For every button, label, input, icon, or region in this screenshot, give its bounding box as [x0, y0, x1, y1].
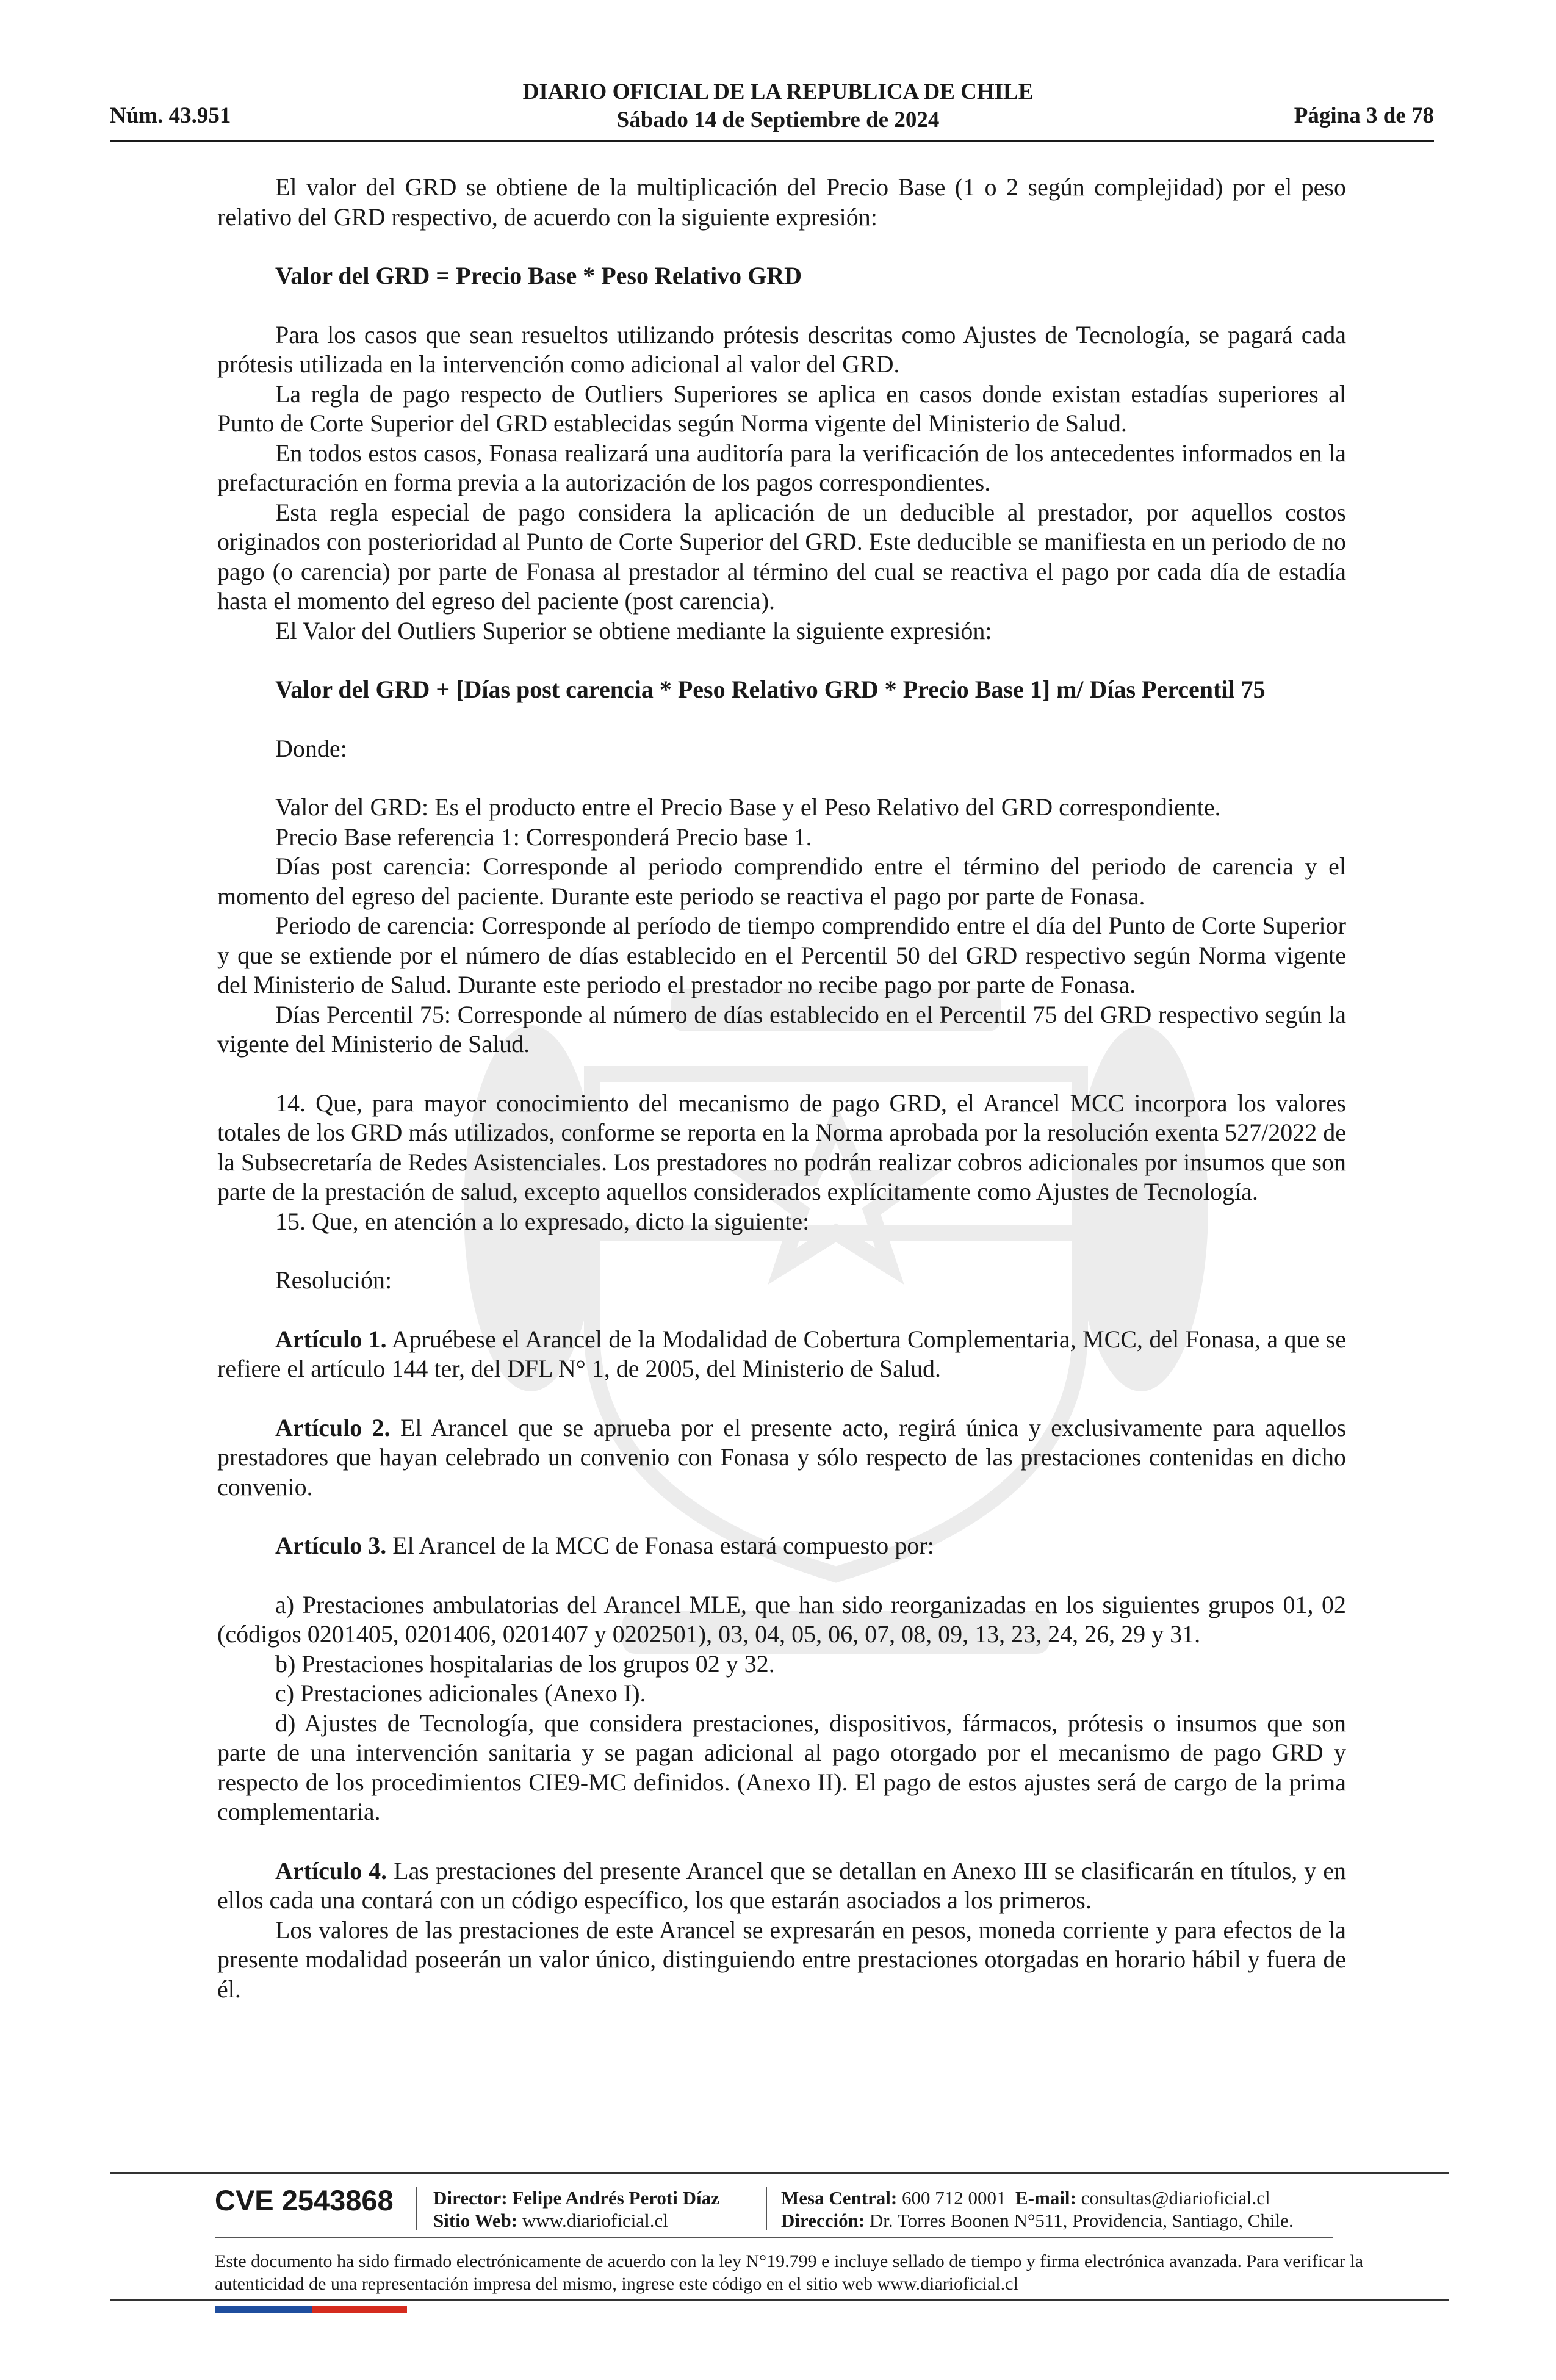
definition: Valor del GRD: Es el producto entre el Precio Base y el Peso Relativo del GRD correspondiente. [275, 793, 1221, 821]
director-name: Felipe Andrés Peroti Díaz [512, 2187, 719, 2209]
paragraph: El valor del GRD se obtiene de la multiplicación del Precio Base (1 o 2 según complejidad) por el peso relativo del GRD respectivo, de acuerdo con la siguiente expresión: [217, 173, 1346, 231]
website-link[interactable]: www.diarioficial.cl [522, 2210, 668, 2231]
cve-code: CVE 2543868 [215, 2184, 394, 2216]
list-item: a) Prestaciones ambulatorias del Arancel MLE, que han sido reorganizadas en los siguientes grupos 01, 02 (códigos 0201405, 0201406, 0201407 y 0202501), 03, 04, 05, 06, 07, 08, 09, 13, 23, 24, 26, 29 y 31. [217, 1590, 1346, 1648]
article-4 [217, 1856, 1346, 1916]
article-text: El Arancel de la MCC de Fonasa estará compuesto por: [386, 1532, 934, 1559]
footer-separator [766, 2187, 767, 2230]
article-text: El Arancel que se aprueba por el presente acto, regirá única y exclusivamente para aquellos prestadores que hayan celebrado un convenio con Fonasa y sólo respecto de las prestaciones contenidas en dicho convenio. [217, 1413, 1347, 1501]
definition: Periodo de carencia: Corresponde al período de tiempo comprendido entre el día del Punto de Corte Superior y que se extiende por el número de días establecido en el Percentil 50 del GRD respectivo según Norma vigente del Ministerio de Salud. Durante este periodo el prestador no recibe pago por parte de Fonasa. [217, 912, 1346, 998]
list-item: b) Prestaciones hospitalarias de los grupos 02 y 32. [275, 1650, 775, 1678]
website-label: Sitio Web: [433, 2210, 518, 2231]
page-number: Página 3 de 78 [1294, 103, 1434, 128]
publication-title: DIARIO OFICIAL DE LA REPUBLICA DE CHILE [522, 79, 1034, 104]
article-3 [217, 1531, 1346, 1561]
footer-divider [215, 2237, 1333, 2238]
article-label: Artículo 1. [275, 1325, 387, 1353]
footer-editorial [433, 2187, 719, 2232]
definition: Días Percentil 75: Corresponde al número de días establecido en el Percentil 75 del GRD respectivo según la vigente del Ministerio de Salud. [217, 1000, 1346, 1058]
director-label: Director: [433, 2187, 508, 2209]
article-label: Artículo 3. [275, 1532, 387, 1559]
flag-stripe-red [312, 2306, 407, 2313]
masthead [464, 78, 1092, 134]
paragraph: Para los casos que sean resueltos utilizando prótesis descritas como Ajustes de Tecnología, se pagará cada prótesis utilizada en la intervención como adicional al valor del GRD. [217, 320, 1346, 378]
flag-stripe-blue [215, 2306, 312, 2313]
issue-number: Núm. 43.951 [110, 103, 231, 128]
resolution-heading: Resolución: [275, 1266, 392, 1294]
document-body [217, 173, 1346, 2004]
paragraph: En todos estos casos, Fonasa realizará una auditoría para la verificación de los antecedentes informados en la prefacturación en forma previa a la autorización de los pagos correspondientes. [217, 439, 1346, 496]
header-divider [110, 140, 1434, 142]
address-label: Dirección: [781, 2210, 865, 2231]
footer-divider [110, 2172, 1449, 2174]
paragraph: La regla de pago respecto de Outliers Superiores se aplica en casos donde existan estadías superiores al Punto de Corte Superior del GRD establecidas según Norma vigente del Ministerio de Salud. [217, 380, 1346, 437]
email-link[interactable]: consultas@diarioficial.cl [1081, 2187, 1270, 2209]
list-item: c) Prestaciones adicionales (Anexo I). [275, 1679, 646, 1707]
footer-separator [416, 2187, 417, 2230]
formula-grd: Valor del GRD = Precio Base * Peso Relativo GRD [275, 262, 802, 289]
paragraph: 15. Que, en atención a lo expresado, dicto la siguiente: [275, 1207, 810, 1235]
formula-outliers: Valor del GRD + [Días post carencia * Peso Relativo GRD * Precio Base 1] m/ Días Percentil 75 [275, 676, 1266, 703]
definition: Días post carencia: Corresponde al periodo comprendido entre el término del periodo de carencia y el momento del egreso del paciente. Durante este periodo se reactiva el pago por parte de Fonasa. [217, 853, 1346, 910]
paragraph: El Valor del Outliers Superior se obtiene mediante la siguiente expresión: [275, 616, 992, 644]
definition: Precio Base referencia 1: Corresponderá Precio base 1. [275, 823, 812, 851]
article-label: Artículo 4. [275, 1856, 387, 1884]
paragraph: Donde: [275, 734, 347, 762]
list-item: d) Ajustes de Tecnología, que considera prestaciones, dispositivos, fármacos, prótesis o insumos que son parte de una intervención sanitaria y se pagan adicional al pago otorgado por el mecanismo de pago GRD y respecto de los procedimientos CIE9-MC definidos. (Anexo II). El pago de estos ajustes será de cargo de la prima complementaria. [217, 1709, 1346, 1825]
phone-label: Mesa Central: [781, 2187, 898, 2209]
article-label: Artículo 2. [275, 1413, 391, 1441]
paragraph: Los valores de las prestaciones de este Arancel se expresarán en pesos, moneda corriente y para efectos de la presente modalidad poseerán un valor único, distinguiendo entre prestaciones otorgadas en horario hábil y fuera de él. [217, 1916, 1346, 2003]
footer-contact [781, 2187, 1294, 2232]
paragraph: Esta regla especial de pago considera la aplicación de un deducible al prestador, por aquellos costos originados con posterioridad al Punto de Corte Superior del GRD. Este deducible se manifiesta en un periodo de no pago (o carencia) por parte de Fonasa al prestador al término del cual se reactiva el pago por cada día de estadía hasta el momento del egreso del paciente (post carencia). [217, 498, 1346, 615]
article-2 [217, 1413, 1346, 1502]
email-label: E-mail: [1015, 2187, 1076, 2209]
address: Dr. Torres Boonen N°511, Providencia, Santiago, Chile. [869, 2210, 1294, 2231]
article-text: Apruébese el Arancel de la Modalidad de Cobertura Complementaria, MCC, del Fonasa, a que se refiere el artículo 144 ter, del DFL N° 1, de 2005, del Ministerio de Salud. [217, 1325, 1347, 1382]
article-1 [217, 1325, 1346, 1384]
phone-number: 600 712 0001 [902, 2187, 1006, 2209]
signature-note: Este documento ha sido firmado electrónicamente de acuerdo con la ley N°19.799 e incluye sellado de tiempo y firma electrónica avanzada. Para verificar la autenticidad de una representación impresa del mismo, ingrese este código en el sitio web www.diarioficial.cl [215, 2251, 1364, 2294]
article-text: Las prestaciones del presente Arancel que se detallan en Anexo III se clasificarán en títulos, y en ellos cada una contará con un código específico, los que estarán asociados a los primeros. [217, 1856, 1346, 1914]
paragraph: 14. Que, para mayor conocimiento del mecanismo de pago GRD, el Arancel MCC incorpora los valores totales de los GRD más utilizados, conforme se reporta en la Norma aprobada por la resolución exenta 527/2022 de la Subsecretaría de Redes Asistenciales. Los prestadores no podrán realizar cobros adicionales por insumos que son parte de la prestación de salud, excepto aquellos considerados explícitamente como Ajustes de Tecnología. [217, 1089, 1346, 1205]
footer-divider [110, 2299, 1449, 2301]
publication-date: Sábado 14 de Septiembre de 2024 [616, 107, 940, 132]
